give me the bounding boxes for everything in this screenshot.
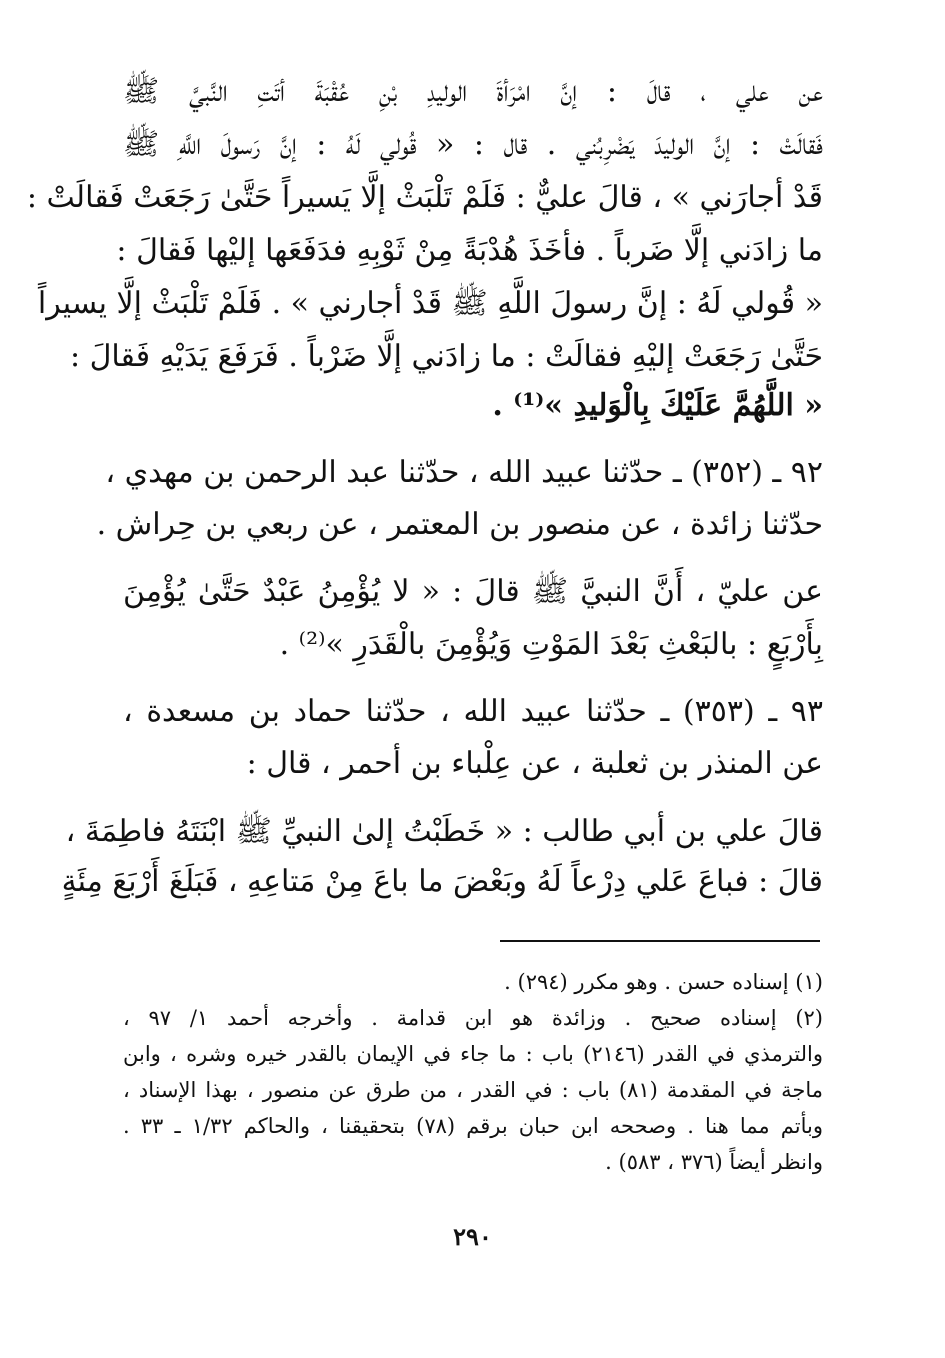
footnote-line: والترمذي في القدر (٢١٤٦) باب : ما جاء في الإيمان بالقدر خيره وشره ، وابن (123, 1042, 823, 1066)
footnote-separator (500, 940, 820, 942)
hadith-92-isnad-line: حدّثنا زائدة ، عن منصور بن المعتمر ، عن ربعي بن حِراش . (96, 507, 823, 542)
hadith-93-isnad-line: ٩٣ ـ (٣٥٣) ـ حدّثنا عبيد الله ، حدّثنا حماد بن مسعدة ، (123, 694, 823, 729)
hadith-93-matn-line: قالَ : فباعَ عَلي دِرْعاً لَهُ وبَعْضَ ما باعَ مِنْ مَتاعِهِ ، فَبَلَغَ أَرْبَعَ مِئَةٍ (61, 864, 823, 899)
body-line: « اللَّهُمَّ عَلَيْكَ بِالْوَليدِ »⁽¹⁾ . (492, 388, 823, 423)
footnote-line: وبأتم مما هنا . وصححه ابن حبان برقم (٧٨) بتحقيقنا ، والحاكم ١/٣٢ ـ ٣٣ . (123, 1114, 823, 1138)
footnote-line: (٢) إسناده صحيح . وزائدة هو ابن قدامة . وأخرجه أحمد ١/ ٩٧ ، (123, 1006, 823, 1030)
body-line: قَدْ أجارَني » ، قالَ عليٌّ : فَلَمْ تَلْبَثْ إلَّا يَسيراً حَتَّىٰ رَجَعَتْ فَقالَتْ : (26, 180, 823, 215)
footnote-line: (١) إسناده حسن . وهو مكرر (٢٩٤) . (504, 970, 823, 994)
body-line: « قُولي لَهُ : إنَّ رسولَ اللَّهِ ﷺ قَدْ أجارني » . فَلَمْ تَلْبَثْ إلَّا يسيراً (37, 286, 823, 321)
hadith-92-isnad-line: ٩٢ ـ (٣٥٢) ـ حدّثنا عبيد الله ، حدّثنا عبد الرحمن بن مهدي ، (105, 455, 823, 490)
footnote-line: وانظر أيضاً (٣٧٦ ، ٥٨٣) . (605, 1150, 823, 1174)
body-line: ما زادَني إلَّا ضَرباً . فأخَذَ هُدْبَةً مِنْ ثَوْبِهِ فدَفَعَها إليْها فَقالَ : (116, 233, 823, 268)
footnote-line: ماجة في المقدمة (٨١) باب : في القدر ، من طرق عن منصور ، بهذا الإسناد ، (123, 1078, 823, 1102)
hadith-93-isnad-line: عن المنذر بن ثعلبة ، عن عِلْباء بن أحمر ، قال : (246, 746, 823, 781)
hadith-92-matn-line: عن عليّ ، أَنَّ النبيَّ ﷺ قالَ : « لا يُؤْمِنُ عَبْدٌ حَتَّىٰ يُؤْمِنَ (123, 574, 823, 609)
hadith-93-matn-line: قالَ علي بن أبي طالب : « خَطَبْتُ إلىٰ النبيِّ ﷺ ابْنَتَهُ فاطِمَةَ ، (65, 814, 823, 849)
hadith-92-matn-line: بِأَرْبَعٍ : بالبَعْثِ بَعْدَ المَوْتِ وَيُؤْمِنَ بالْقَدَرِ »⁽²⁾ . (279, 627, 823, 662)
body-line: فَقالَتْ : إنَّ الوليدَ يَضْرِبُني . قال : « قُولي لَهُ : إنَّ رَسولَ اللَّهِ ﷺ (123, 127, 823, 162)
body-line: حَتَّىٰ رَجَعَتْ إليْهِ فقالَتْ : ما زادَني إلَّا ضَرْباً . فَرَفَعَ يَدَيْهِ فَقالَ : (69, 339, 823, 374)
body-line: عن علي ، قالَ : إنَّ امْرَأةَ الوليدِ بْنِ عُقْبَةَ أتَتِ النَّبيَّ ﷺ (123, 74, 823, 109)
page-number: ٢٩٠ (453, 1222, 492, 1251)
